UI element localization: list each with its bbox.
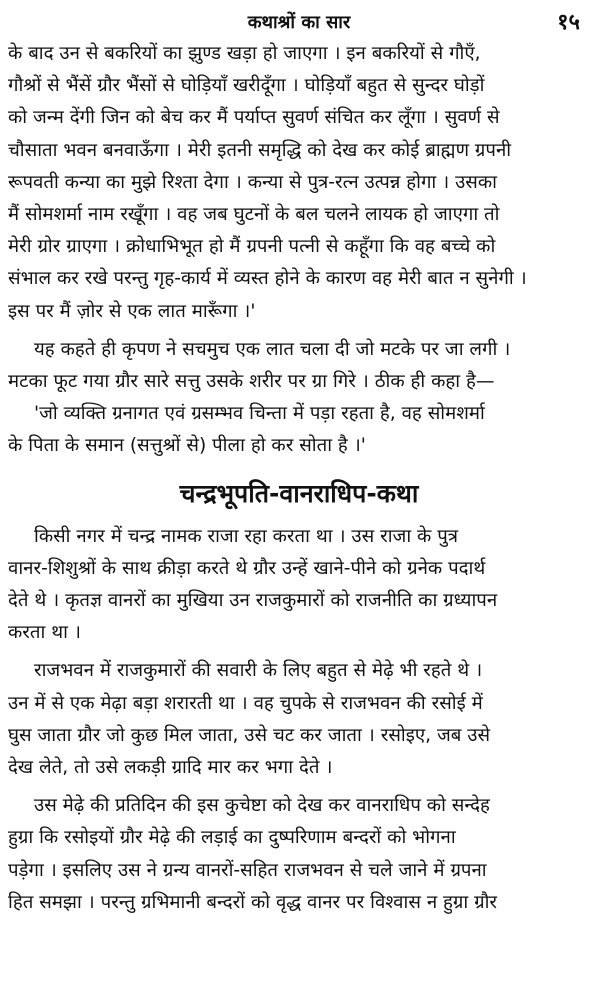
text-line: मेरी ग्रोर ग्राएगा । क्रोधाभिभूत हो मैं ग्रपनी पत्नी से कहूँगा कि वह बच्चे को <box>8 236 496 258</box>
text-line: देख लेते, तो उसे लकड़ी ग्रादि मार कर भगा देते । <box>8 757 333 779</box>
text-line: किसी नगर में चन्द्र नामक राजा रहा करता था । उस राजा के पुत्र <box>34 525 459 547</box>
running-title: कथाश्रों का सार <box>247 12 351 33</box>
text-line: संभाल कर रखे परन्तु गृह-कार्य में व्यस्त होने के कारण वह मेरी बात न सुनेगी । <box>8 268 527 290</box>
text-line: उस मेढ़े की प्रतिदिन की इस कुचेष्टा को देख कर वानराधिप को सन्देह <box>34 795 490 817</box>
text-line: हुग्रा कि रसोइयों ग्रौर मेढ़े की लड़ाई का दुष्परिणाम बन्दरों को भोगना <box>8 827 456 849</box>
text-line: इस पर मैं ज़ोर से एक लात मारूँगा ।' <box>8 300 256 322</box>
text-line: घुस जाता ग्रौर जो कुछ मिल जाता, उसे चट कर जाता । रसोइए, जब उसे <box>8 724 491 746</box>
text-line: गौश्रों से भैंसें ग्रौर भैंसों से घोड़ियाँ खरीदूँगा । घोड़ियाँ बहुत से सुन्दर घोड़ों <box>8 75 485 97</box>
story2-paragraph-3 <box>8 790 590 919</box>
text-line: राजभवन में राजकुमारों की सवारी के लिए बहुत से मेढ़े भी रहते थे । <box>34 660 483 682</box>
text-line: हित समझा । परन्तु ग्रभिमानी बन्दरों को वृद्ध वानर पर विश्वास न हुग्रा ग्रौर <box>8 891 498 913</box>
text-line: यह कहते ही कृपण ने सचमुच एक लात चला दी जो मटके पर जा लगी । <box>34 338 511 360</box>
story1-paragraph-1 <box>8 38 590 328</box>
story1-paragraph-2 <box>8 334 590 398</box>
text-line: को जन्म देंगी जिन को बेच कर मैं पर्याप्त सुवर्ण संचित कर लूँगा । सुवर्ण से <box>8 107 500 129</box>
text-line: के बाद उन से बकरियों का झुण्ड खड़ा हो जाएगा । इन बकरियों से गौएँ, <box>8 43 481 64</box>
section-heading: चन्द्रभूपति-वानराधिप-कथा <box>179 478 419 508</box>
text-line: करता था । <box>8 622 81 644</box>
running-header <box>8 4 590 38</box>
story2-paragraph-2 <box>8 655 590 784</box>
text-line: के पिता के समान (सत्तुश्रों से) पीला हो कर सोता है ।' <box>8 435 366 457</box>
text-line: देते थे । कृतज्ञ वानरों का मुखिया उन राजकुमारों को राजनीति का ग्रध्यापन <box>8 590 498 612</box>
text-line: चौसाता भवन बनवाऊँगा । मेरी इतनी समृद्धि को देख कर कोई ब्राह्मण ग्रपनी <box>8 139 512 161</box>
text-line: 'जो व्यक्ति ग्रनागत एवं ग्रसम्भव चिन्ता में पड़ा रहता है, वह सोमशर्मा <box>34 403 485 425</box>
text-line: मटका फूट गया ग्रौर सारे सत्तु उसके शरीर पर ग्रा गिरे । ठीक ही कहा है— <box>8 371 495 393</box>
page-number: १५ <box>557 10 580 35</box>
text-line: उन में से एक मेढ़ा बड़ा शरारती था । वह चुपके से राजभवन की रसोई में <box>8 692 483 714</box>
text-line: रूपवती कन्या का मुझे रिश्ता देगा । कन्या से पुत्र-रत्न उत्पन्न होगा । उसका <box>8 171 497 193</box>
text-line: पड़ेगा । इसलिए उस ने ग्रन्य वानरों-सहित राजभवन से चले जाने में ग्रपना <box>8 859 487 881</box>
text-line: मैं सोमशर्मा नाम रखूँगा । वह जब घुटनों के बल चलने लायक हो जाएगा तो <box>8 204 500 226</box>
text-line: वानर-शिशुश्रों के साथ क्रीड़ा करते थे ग्रौर उन्हें खाने-पीने को ग्रनेक पदार्थ <box>8 557 486 579</box>
story2-paragraph-1 <box>8 521 590 650</box>
story1-quote <box>8 398 590 462</box>
